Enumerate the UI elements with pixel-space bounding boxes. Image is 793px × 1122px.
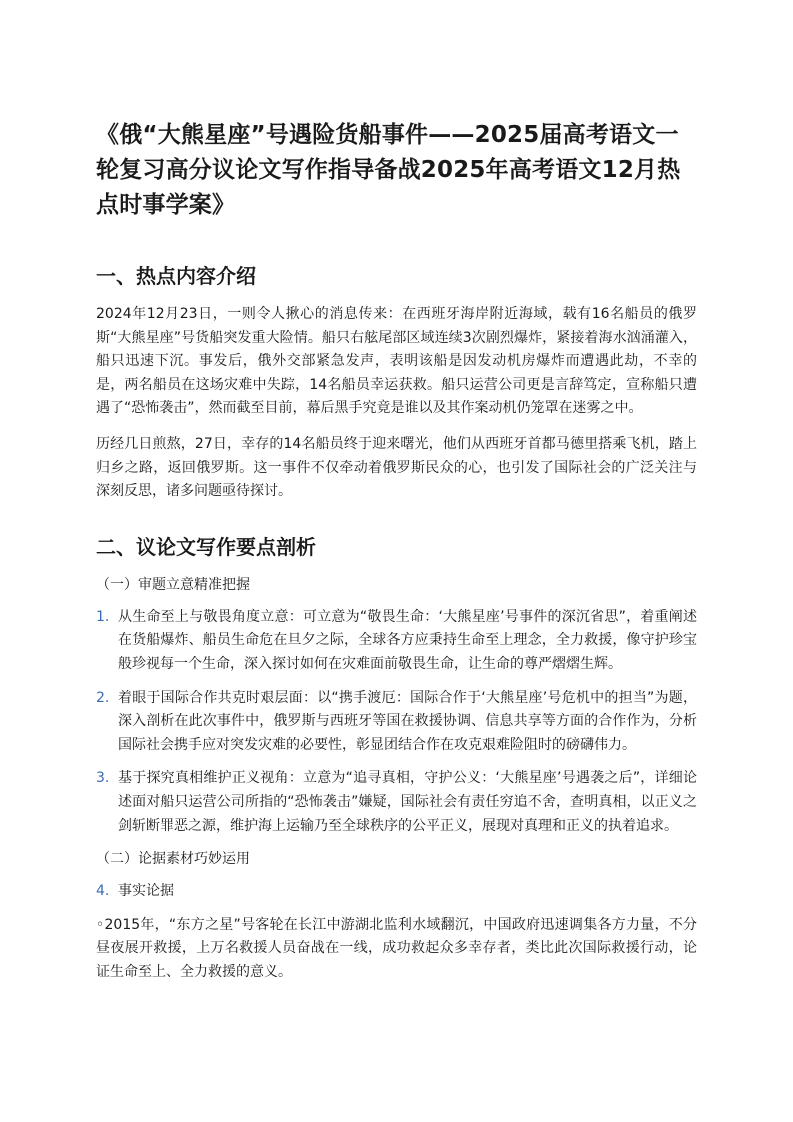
list-number: 4. xyxy=(96,883,110,900)
subheading-evidence: （二）论据素材巧妙运用 xyxy=(96,851,250,868)
intro-paragraph-1: 2024年12月23日，一则令人揪心的消息传来：在西班牙海岸附近海域，载有16名船员的俄罗斯“大熊星座”号货船突发重大险情。船只右舷尾部区域连续3次剧烈爆炸，紧接着海水汹涌灌入，船只迅速下沉。事发后，俄外交部紧急发声，表明该船是因发动机房爆炸而遭遇此劫，不幸的是，两名船员在这场灾难中失踪，14名船员幸运获救。船只运营公司更是言辞笃定，宣称船只遭遇了“恐怖袭击”，然而截至目前，幕后黑手究竟是谁以及其作案动机仍笼罩在迷雾之中。 xyxy=(96,306,697,417)
list-item-text: 基于探究真相维护正义视角：立意为“追寻真相，守护公义：‘大熊星座’号遇袭之后”，详细论述面对船只运营公司所指的“恐怖袭击”嫌疑，国际社会有责任穷追不舍，查明真相，以正义之剑斩断罪恶之源，维护海上运输乃至全球秩序的公平正义，展现对真理和正义的执着追求。 xyxy=(118,770,697,834)
list-number: 1. xyxy=(96,608,110,625)
fact-evidence-paragraph: ◦2015年，“东方之星”号客轮在长江中游湖北监利水域翻沉，中国政府迅速调集各方力量，不分昼夜展开救援，上万名救援人员奋战在一线，成功救起众多幸存者，类比此次国际救援行动，论证生命至上、全力救援的意义。 xyxy=(96,916,697,980)
list-item-text: 事实论据 xyxy=(118,883,174,900)
theme-list xyxy=(96,606,697,838)
section-heading-intro: 一、热点内容介绍 xyxy=(96,264,256,288)
list-item xyxy=(96,880,697,904)
document-title: 《俄“大熊星座”号遇险货船事件——2025届高考语文一轮复习高分议论文写作指导备战2025年高考语文12月热点时事学案》 xyxy=(96,122,681,218)
section-heading-analysis: 二、议论文写作要点剖析 xyxy=(96,534,316,559)
intro-paragraph-2: 历经几日煎熬，27日，幸存的14名船员终于迎来曙光，他们从西班牙首都马德里搭乘飞机，踏上归乡之路，返回俄罗斯。这一事件不仅牵动着俄罗斯民众的心，也引发了国际社会的广泛关注与深刻反思，诸多问题亟待探讨。 xyxy=(96,435,697,500)
subheading-theme: （一）审题立意精准把握 xyxy=(96,576,250,593)
list-number: 3. xyxy=(96,770,110,787)
list-item-text: 从生命至上与敬畏角度立意：可立意为“敬畏生命：‘大熊星座’号事件的深沉省思”，着重阐述在货船爆炸、船员生命危在旦夕之际，全球各方应秉持生命至上理念，全力救援，像守护珍宝般珍视每一个生命，深入探讨如何在灾难面前敬畏生命，让生命的尊严熠熠生辉。 xyxy=(118,608,697,672)
list-item xyxy=(96,687,697,758)
list-item xyxy=(96,606,697,677)
list-item-text: 着眼于国际合作共克时艰层面：以“携手渡厄：国际合作于‘大熊星座’号危机中的担当”为题，深入剖析在此次事件中，俄罗斯与西班牙等国在救援协调、信息共享等方面的合作作为，分析国际社会携手应对突发灾难的必要性，彰显团结合作在攻克艰难险阻时的磅礴伟力。 xyxy=(118,689,697,753)
list-number: 2. xyxy=(96,689,110,706)
list-item xyxy=(96,767,697,838)
evidence-list xyxy=(96,880,697,904)
